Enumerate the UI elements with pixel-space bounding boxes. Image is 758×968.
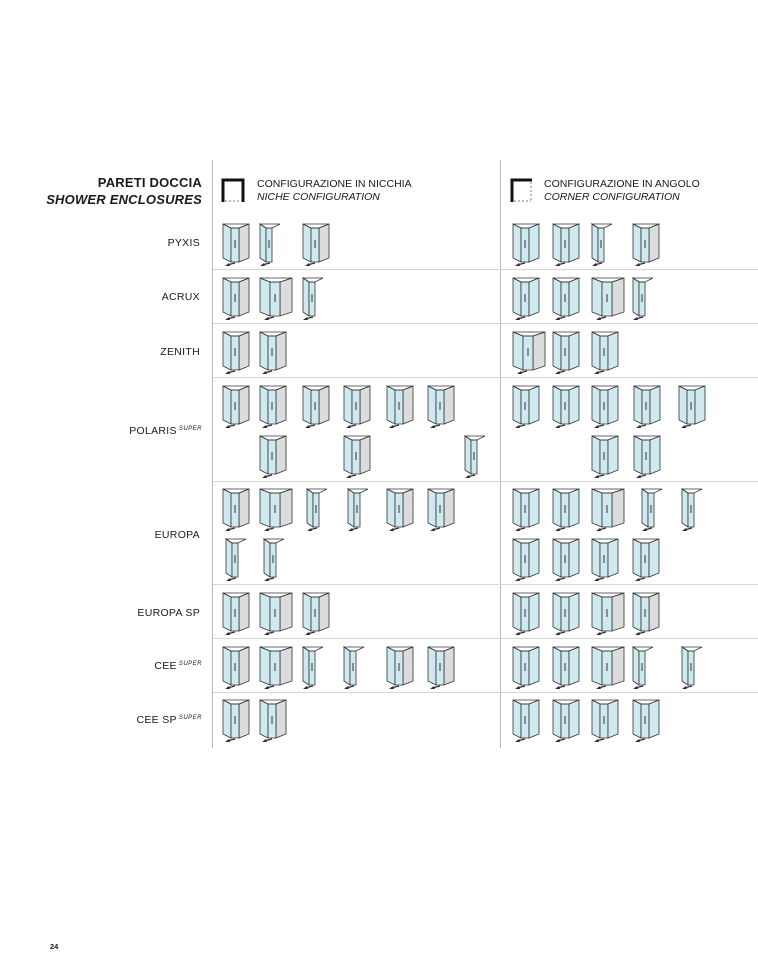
shower-enclosure-icon [551,645,583,691]
shower-enclosure-icon [680,645,706,691]
row-divider [213,481,758,482]
shower-enclosure-icon [221,645,253,691]
row-divider [213,584,758,585]
shower-enclosure-icon [551,487,583,533]
corner-config-icon [510,177,534,203]
shower-enclosure-icon [590,276,628,322]
shower-enclosure-icon [590,698,622,744]
shower-enclosure-icon [631,276,657,322]
shower-enclosure-icon [385,645,417,691]
middle-divider [500,160,501,748]
shower-enclosure-icon [551,276,583,322]
shower-enclosure-icon [511,537,543,583]
shower-enclosure-icon [258,434,290,480]
shower-enclosure-icon [551,384,583,430]
shower-enclosure-icon [258,330,290,376]
shower-enclosure-icon [342,434,374,480]
shower-enclosure-icon [342,645,368,691]
niche-config-icon [221,177,245,203]
niche-column-header [257,178,412,204]
shower-enclosure-icon [221,591,253,637]
shower-enclosure-icon [221,222,253,268]
shower-enclosure-icon [551,222,583,268]
shower-enclosure-icon [301,591,333,637]
row-label-europa: EUROPA [154,529,200,541]
left-divider [212,160,213,748]
shower-enclosure-icon [511,384,543,430]
shower-enclosure-icon [551,537,583,583]
shower-enclosure-icon [511,645,543,691]
shower-enclosure-icon [551,698,583,744]
row-divider [213,638,758,639]
row-label-pyxis: PYXIS [167,237,200,249]
shower-enclosure-icon [258,591,296,637]
row-divider [213,377,758,378]
row-divider [213,692,758,693]
row-label-cee-sp: CEE SP $^{SUPER}$ [136,714,202,726]
shower-enclosure-icon [631,698,663,744]
page-subtitle: SHOWER ENCLOSURES [46,192,202,207]
shower-enclosure-icon [631,645,657,691]
row-label-zenith: ZENITH [160,346,200,358]
shower-enclosure-icon [511,591,543,637]
shower-enclosure-icon [301,384,333,430]
shower-enclosure-icon [551,330,583,376]
shower-enclosure-icon [631,222,663,268]
shower-enclosure-icon [221,276,253,322]
shower-enclosure-icon [511,698,543,744]
shower-enclosure-icon [590,487,628,533]
page-number: 24 [50,942,59,951]
shower-enclosure-icon [426,645,458,691]
row-divider [213,323,758,324]
shower-enclosure-icon [590,591,628,637]
shower-enclosure-icon [305,487,331,533]
shower-enclosure-icon [590,537,622,583]
shower-enclosure-icon [258,222,284,268]
shower-enclosure-icon [258,276,296,322]
row-divider [213,269,758,270]
shower-enclosure-icon [590,434,622,480]
shower-enclosure-icon [224,537,250,583]
niche-label-en: NICHE CONFIGURATION [257,191,380,203]
shower-enclosure-icon [511,330,549,376]
shower-enclosure-icon [631,591,663,637]
corner-column-header [544,178,700,204]
shower-enclosure-icon [677,384,709,430]
shower-enclosure-icon [342,384,374,430]
row-label-acrux: ACRUX [161,291,200,303]
shower-enclosure-icon [631,537,663,583]
niche-label-it: CONFIGURAZIONE IN NICCHIA [257,178,412,190]
shower-enclosure-icon [640,487,666,533]
shower-enclosure-icon [221,487,253,533]
shower-enclosure-icon [262,537,288,583]
shower-enclosure-icon [632,434,664,480]
shower-enclosure-icon [511,276,543,322]
shower-enclosure-icon [221,330,253,376]
shower-enclosure-icon [346,487,372,533]
shower-enclosure-icon [680,487,706,533]
shower-enclosure-icon [301,222,333,268]
row-label-cee: CEE $^{SUPER}$ [154,660,202,672]
shower-enclosure-icon [385,487,417,533]
shower-enclosure-icon [258,384,290,430]
shower-enclosure-icon [632,384,664,430]
shower-enclosure-icon [511,487,543,533]
shower-enclosure-icon [511,222,543,268]
corner-label-en: CORNER CONFIGURATION [544,191,680,203]
shower-enclosure-icon [301,645,327,691]
shower-enclosure-icon [385,384,417,430]
row-label-europa-sp: EUROPA SP [137,607,200,619]
shower-enclosure-icon [258,645,296,691]
shower-enclosure-icon [426,384,458,430]
shower-enclosure-icon [426,487,458,533]
shower-enclosure-icon [590,222,616,268]
shower-enclosure-icon [590,330,622,376]
shower-enclosure-icon [463,434,489,480]
row-label-polaris: POLARIS $^{SUPER}$ [129,425,202,437]
shower-enclosure-icon [590,384,622,430]
shower-enclosure-icon [301,276,327,322]
shower-enclosure-icon [258,487,296,533]
shower-enclosure-icon [258,698,290,744]
corner-label-it: CONFIGURAZIONE IN ANGOLO [544,178,700,190]
shower-enclosure-icon [221,698,253,744]
shower-enclosure-icon [551,591,583,637]
page-title: PARETI DOCCIA [97,175,202,190]
shower-enclosure-icon [221,384,253,430]
shower-enclosure-icon [590,645,628,691]
